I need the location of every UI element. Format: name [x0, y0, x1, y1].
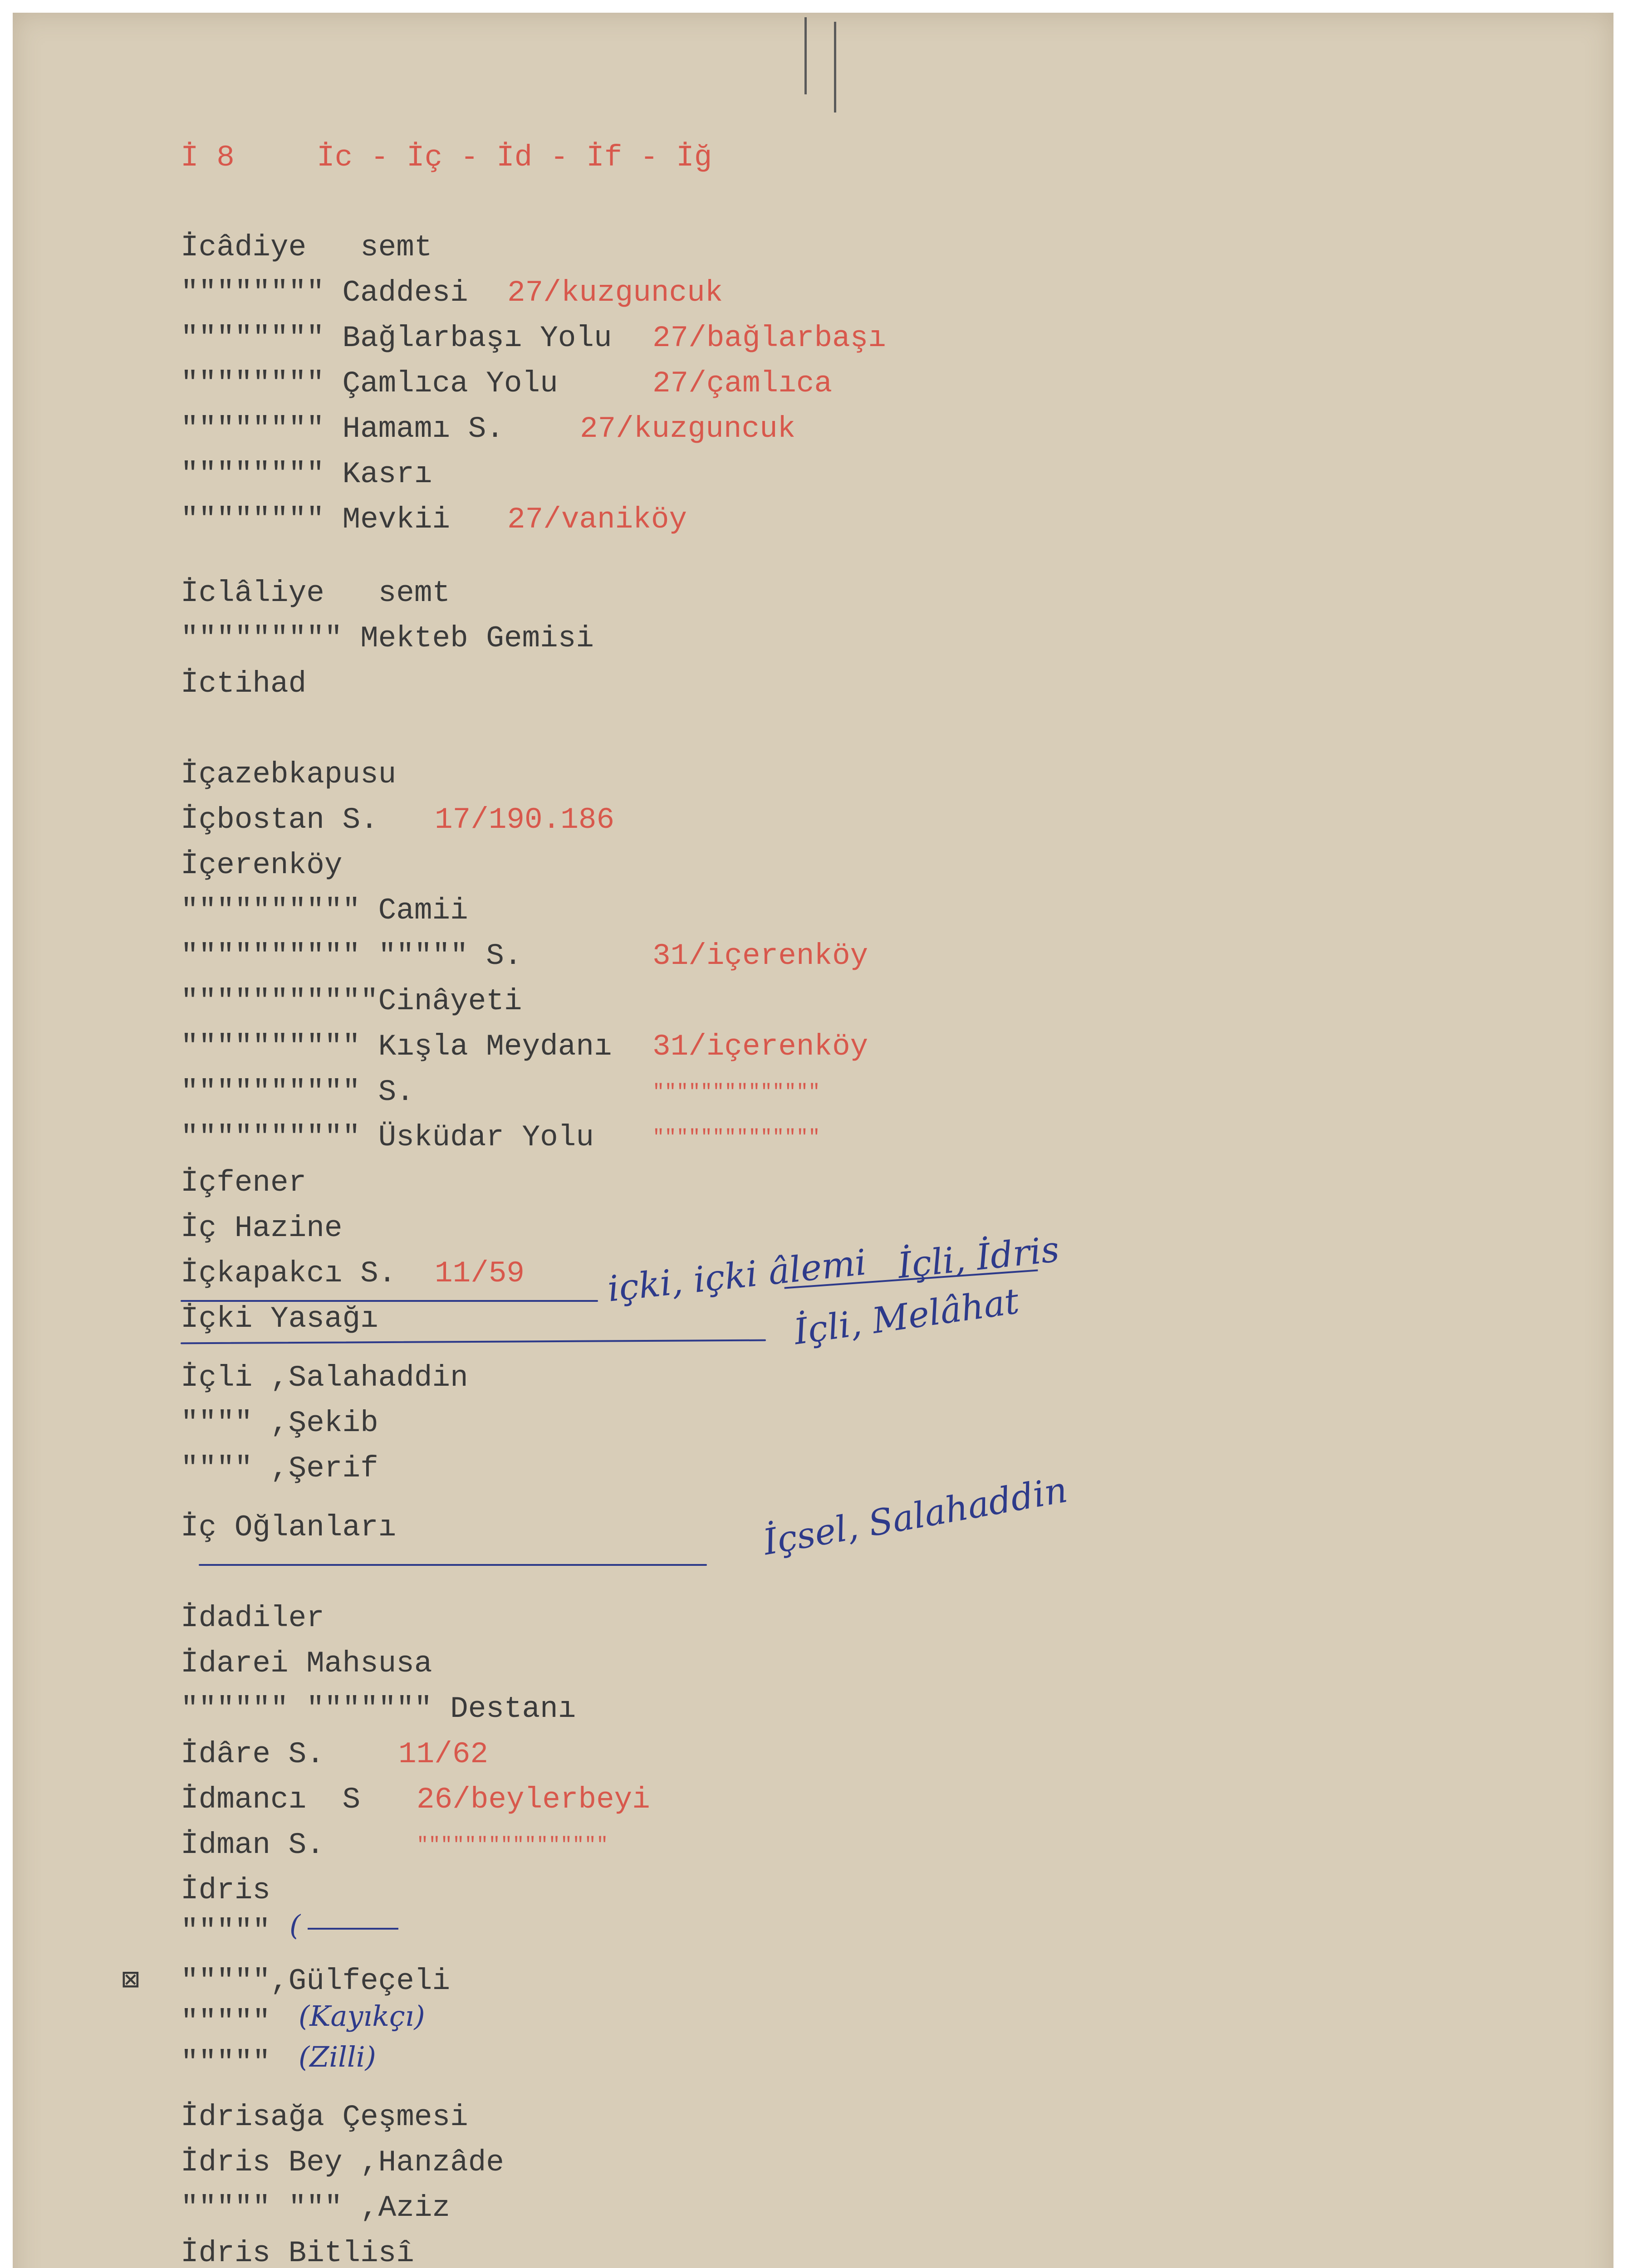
entry-ref: """"""""""""""	[652, 1126, 820, 1149]
entry-ref: """"""""""""""""	[417, 1834, 608, 1857]
entry-text: """""""""" S.	[181, 1075, 414, 1109]
entry-text: """""	[181, 1914, 271, 1948]
entry-line	[13, 1999, 1613, 2045]
entry-ref: 11/62	[398, 1737, 489, 1771]
entry-line	[13, 934, 1613, 979]
staple-mark	[834, 22, 836, 112]
header-line	[13, 135, 1613, 181]
handwritten-note: İçsel, Salahaddin	[760, 1469, 1071, 1564]
staple-mark	[804, 17, 807, 94]
entry-line	[13, 1596, 1613, 1641]
entry-text: """""""" Kasrı	[181, 457, 432, 491]
entry-text: """""""""" Camii	[181, 894, 468, 928]
entry-ref: 27/bağlarbaşı	[652, 321, 886, 355]
strike-line	[308, 1928, 398, 1930]
entry-text: İçki Yasağı	[181, 1302, 378, 1336]
entry-text: """""""""" Kışla Meydanı	[181, 1030, 612, 1064]
entry-line	[13, 752, 1613, 797]
entry-text: İdarei Mahsusa	[181, 1647, 432, 1681]
entry-line	[13, 316, 1613, 361]
entry-ref: 27/kuzguncuk	[507, 276, 723, 310]
entry-line	[13, 1686, 1613, 1732]
entry-line	[13, 661, 1613, 707]
entry-text: İçerenköy	[181, 848, 343, 882]
entry-text: İçfener	[181, 1166, 307, 1200]
entry-line	[13, 979, 1613, 1024]
handwritten-note: (Zilli)	[299, 2040, 376, 2073]
entry-line	[13, 888, 1613, 934]
entry-text: İclâliye semt	[181, 576, 451, 610]
entry-line	[13, 2040, 1613, 2086]
entry-text: """" ,Şekib	[181, 1406, 378, 1440]
entry-ref: 27/çamlıca	[652, 367, 833, 401]
entry-text: İcâdiye semt	[181, 230, 432, 264]
entry-ref: 26/beylerbeyi	[417, 1783, 650, 1817]
entry-line	[13, 1401, 1613, 1446]
entry-ref: """"""""""""""	[652, 1081, 820, 1104]
margin-box-mark: ⊠	[122, 1964, 140, 1998]
entry-line	[13, 1446, 1613, 1491]
entry-line	[13, 2231, 1613, 2268]
entry-line	[13, 2140, 1613, 2185]
crossed-out-note: (	[289, 1909, 301, 1942]
entry-line	[13, 1206, 1613, 1251]
entry-line	[13, 1024, 1613, 1070]
entry-text: İdrisağa Çeşmesi	[181, 2100, 468, 2134]
entry-text: İçli ,Salahaddin	[181, 1361, 468, 1395]
entry-text: İdris Bitlisî	[181, 2236, 414, 2268]
entry-text: """""""" Mevkii	[181, 503, 451, 537]
entry-line	[13, 616, 1613, 661]
entry-line	[13, 2095, 1613, 2140]
entry-text: İdris Bey ,Hanzâde	[181, 2146, 504, 2180]
paper-sheet	[13, 13, 1613, 2268]
handwritten-note: içki, içki âlemi	[605, 1242, 868, 1310]
handwritten-note: (Kayıkçı)	[299, 1999, 425, 2033]
entry-line	[13, 1868, 1613, 1913]
handwritten-note: İçli, İdris	[896, 1229, 1061, 1287]
entry-text: İçazebkapusu	[181, 758, 397, 792]
entry-text: """"" """ ,Aziz	[181, 2191, 451, 2225]
entry-line	[13, 225, 1613, 270]
entry-line	[13, 361, 1613, 406]
entry-line	[13, 1959, 1613, 2004]
entry-text: İdman S.	[181, 1828, 324, 1862]
entry-text: """""""" Caddesi	[181, 276, 468, 310]
entry-text: """""	[181, 2005, 271, 2039]
entry-text: """""""""" Üsküdar Yolu	[181, 1120, 594, 1154]
pen-underline	[199, 1564, 707, 1566]
entry-ref: 11/59	[435, 1256, 525, 1290]
header-letters: İc - İç - İd - İf - İğ	[317, 141, 712, 175]
entry-text: İdadiler	[181, 1601, 324, 1635]
header-index: İ 8	[181, 141, 235, 175]
entry-text: İçkapakcı S.	[181, 1256, 397, 1290]
entry-line	[13, 1909, 1613, 1954]
entry-text: """""""" Çamlıca Yolu	[181, 367, 558, 401]
entry-ref: 31/içerenköy	[652, 939, 868, 973]
entry-text: """""" """"""" Destanı	[181, 1692, 576, 1726]
entry-ref: 27/vaniköy	[507, 503, 687, 537]
entry-line	[13, 1732, 1613, 1777]
entry-line	[13, 571, 1613, 616]
entry-line	[13, 406, 1613, 452]
entry-text: """" ,Şerif	[181, 1452, 378, 1486]
entry-text: """"""""" Mekteb Gemisi	[181, 621, 594, 655]
entry-line	[13, 452, 1613, 497]
entry-line	[13, 843, 1613, 888]
entry-line	[13, 1641, 1613, 1686]
entry-text: İctihad	[181, 667, 307, 701]
entry-text: """""""""""Cinâyeti	[181, 984, 522, 1018]
entry-text: İdâre S.	[181, 1737, 324, 1771]
entry-text: İdris	[181, 1873, 271, 1907]
entry-text: """""""""" """"" S.	[181, 939, 522, 973]
entry-line	[13, 2185, 1613, 2231]
entry-text: İçbostan S.	[181, 803, 378, 837]
entry-text: İç Oğlanları	[181, 1510, 397, 1545]
entry-line	[13, 1823, 1613, 1868]
entry-line	[13, 797, 1613, 843]
entry-line	[13, 270, 1613, 316]
entry-text: """""	[181, 2046, 271, 2080]
pen-underline	[181, 1300, 598, 1302]
entry-ref: 27/kuzguncuk	[580, 412, 796, 446]
handwritten-note: İçli, Melâhat	[791, 1281, 1022, 1353]
entry-line	[13, 497, 1613, 543]
entry-line	[13, 1355, 1613, 1401]
entry-ref: 17/190.186	[435, 803, 615, 837]
entry-text: """"",Gülfeçeli	[181, 1964, 451, 1998]
entry-line	[13, 1115, 1613, 1160]
entry-text: """""""" Bağlarbaşı Yolu	[181, 321, 612, 355]
entry-line	[13, 1070, 1613, 1115]
entry-text: """""""" Hamamı S.	[181, 412, 504, 446]
entry-line	[13, 1777, 1613, 1823]
entry-text: İdmancı S	[181, 1783, 361, 1817]
entry-text: İç Hazine	[181, 1211, 343, 1245]
entry-ref: 31/içerenköy	[652, 1030, 868, 1064]
entry-line	[13, 1160, 1613, 1206]
